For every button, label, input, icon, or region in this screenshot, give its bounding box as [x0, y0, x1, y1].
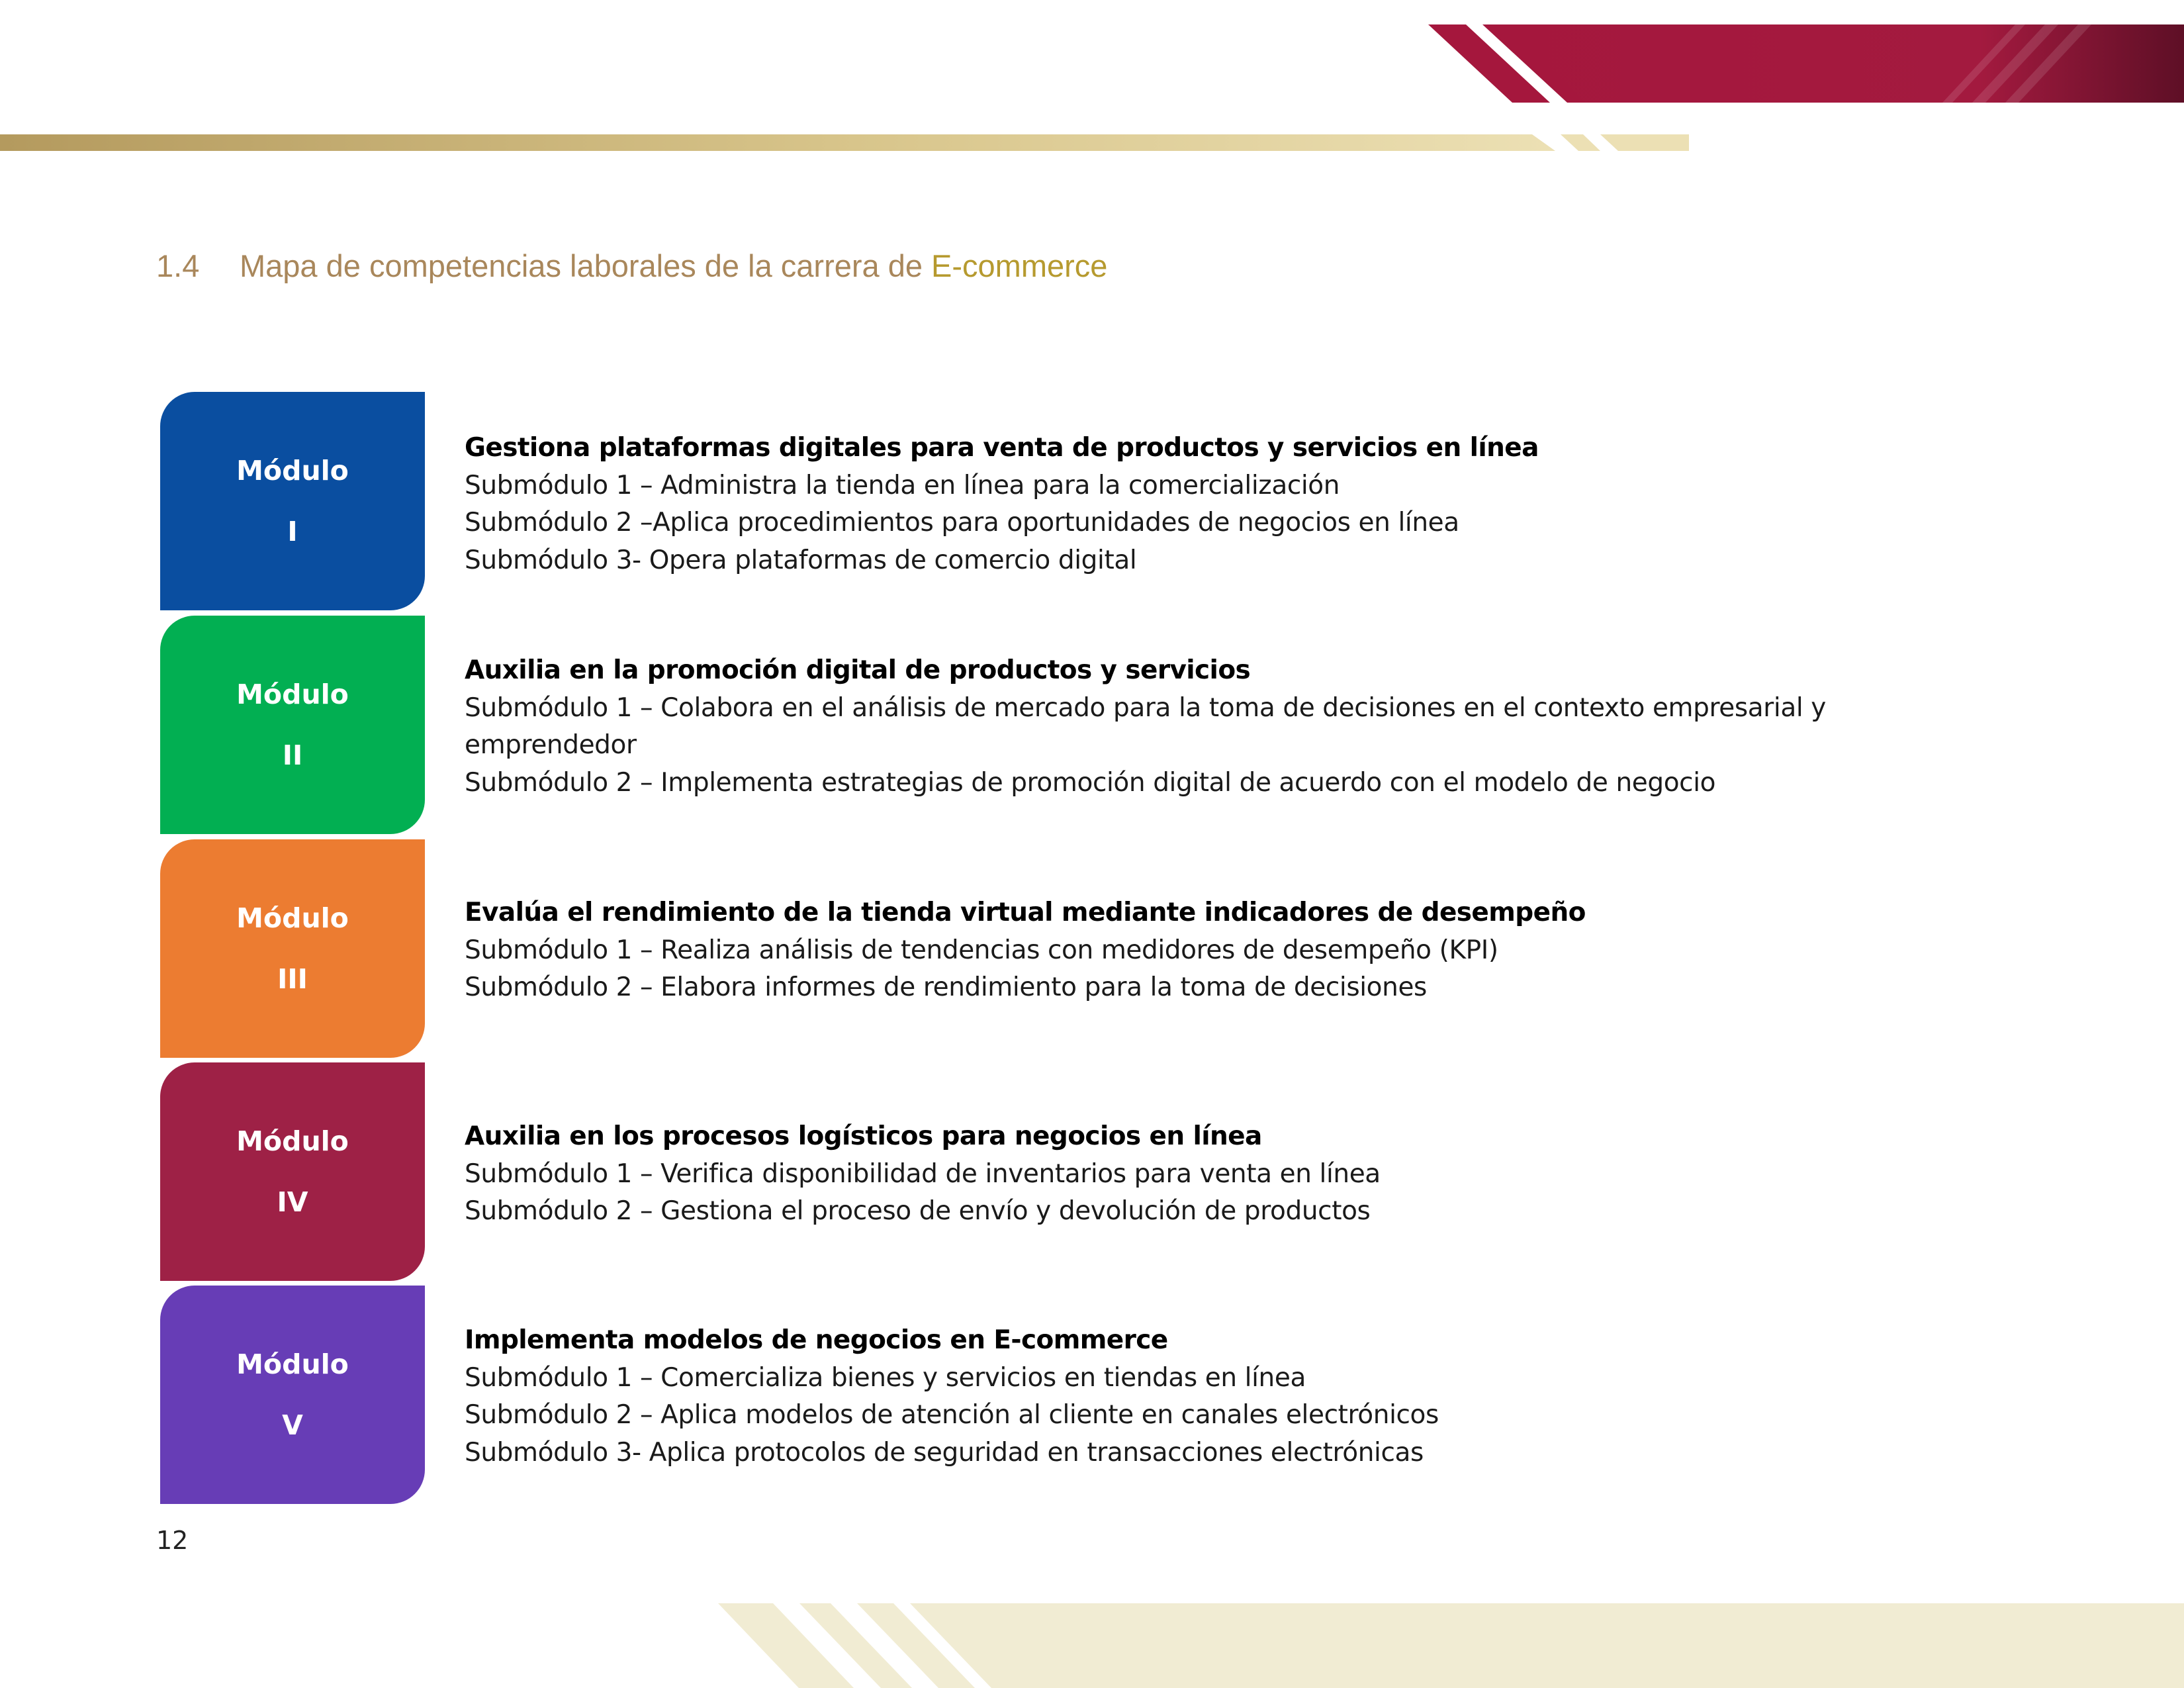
- footer-cream-band: [718, 1603, 2184, 1688]
- module-number: I: [287, 516, 298, 547]
- page-number: 12: [156, 1526, 189, 1555]
- module-label: Módulo: [236, 455, 349, 487]
- module-tab-1: [160, 392, 425, 610]
- section-title: [156, 248, 1107, 284]
- module-heading: Evalúa el rendimiento de la tienda virtual mediante indicadores de desempeño: [465, 898, 1586, 927]
- module-tab-4: [160, 1062, 425, 1281]
- header-crimson-band: [1428, 24, 2184, 103]
- module-label: Módulo: [236, 1348, 349, 1380]
- module-heading: Auxilia en los procesos logísticos para negocios en línea: [465, 1121, 1262, 1151]
- module-tab-5: [160, 1286, 425, 1504]
- submodule-item: Submódulo 2 –Aplica procedimientos para oportunidades de negocios en línea: [465, 508, 1459, 538]
- submodule-item: Submódulo 3- Aplica protocolos de seguridad en transacciones electrónicas: [465, 1437, 1424, 1468]
- submodule-item: Submódulo 1 – Verifica disponibilidad de inventarios para venta en línea: [465, 1158, 1381, 1189]
- submodule-item: Submódulo 1 – Administra la tienda en línea para la comercialización: [465, 470, 1340, 500]
- submodule-item: Submódulo 2 – Implementa estrategias de promoción digital de acuerdo con el modelo de negocio: [465, 767, 1716, 798]
- submodule-item: Submódulo 1 – Realiza análisis de tendencias con medidores de desempeño (KPI): [465, 935, 1498, 965]
- module-description-2: [465, 652, 1888, 802]
- module-description-5: [465, 1322, 1888, 1472]
- module-label: Módulo: [236, 1125, 349, 1157]
- module-heading: Gestiona plataformas digitales para venta de productos y servicios en línea: [465, 433, 1539, 463]
- submodule-item: Submódulo 3- Opera plataformas de comercio digital: [465, 545, 1137, 575]
- module-number: II: [282, 739, 303, 771]
- section-title-text: Mapa de competencias laborales de la carrera de: [240, 248, 932, 283]
- module-label: Módulo: [236, 679, 349, 710]
- module-number: V: [282, 1409, 303, 1441]
- module-description-3: [465, 894, 1888, 1007]
- submodule-item: Submódulo 1 – Colabora en el análisis de mercado para la toma de decisiones en el contexto empresarial y emprendedor: [465, 692, 1826, 760]
- module-description-4: [465, 1118, 1888, 1231]
- module-description-1: [465, 430, 1888, 579]
- module-tab-3: [160, 839, 425, 1058]
- module-heading: Auxilia en la promoción digital de productos y servicios: [465, 655, 1251, 685]
- section-number: 1.4: [156, 248, 200, 283]
- submodule-item: Submódulo 2 – Aplica modelos de atención al cliente en canales electrónicos: [465, 1400, 1439, 1430]
- module-number: IV: [277, 1186, 308, 1218]
- module-tab-2: [160, 616, 425, 834]
- section-title-accent: E-commerce: [931, 248, 1108, 283]
- module-heading: Implementa modelos de negocios en E-commerce: [465, 1325, 1168, 1355]
- module-number: III: [277, 963, 308, 995]
- submodule-item: Submódulo 2 – Gestiona el proceso de envío y devolución de productos: [465, 1196, 1371, 1226]
- submodule-item: Submódulo 1 – Comercializa bienes y servicios en tiendas en línea: [465, 1362, 1306, 1393]
- header-gold-band: [0, 134, 1689, 151]
- module-label: Módulo: [236, 902, 349, 934]
- submodule-item: Submódulo 2 – Elabora informes de rendimiento para la toma de decisiones: [465, 972, 1427, 1002]
